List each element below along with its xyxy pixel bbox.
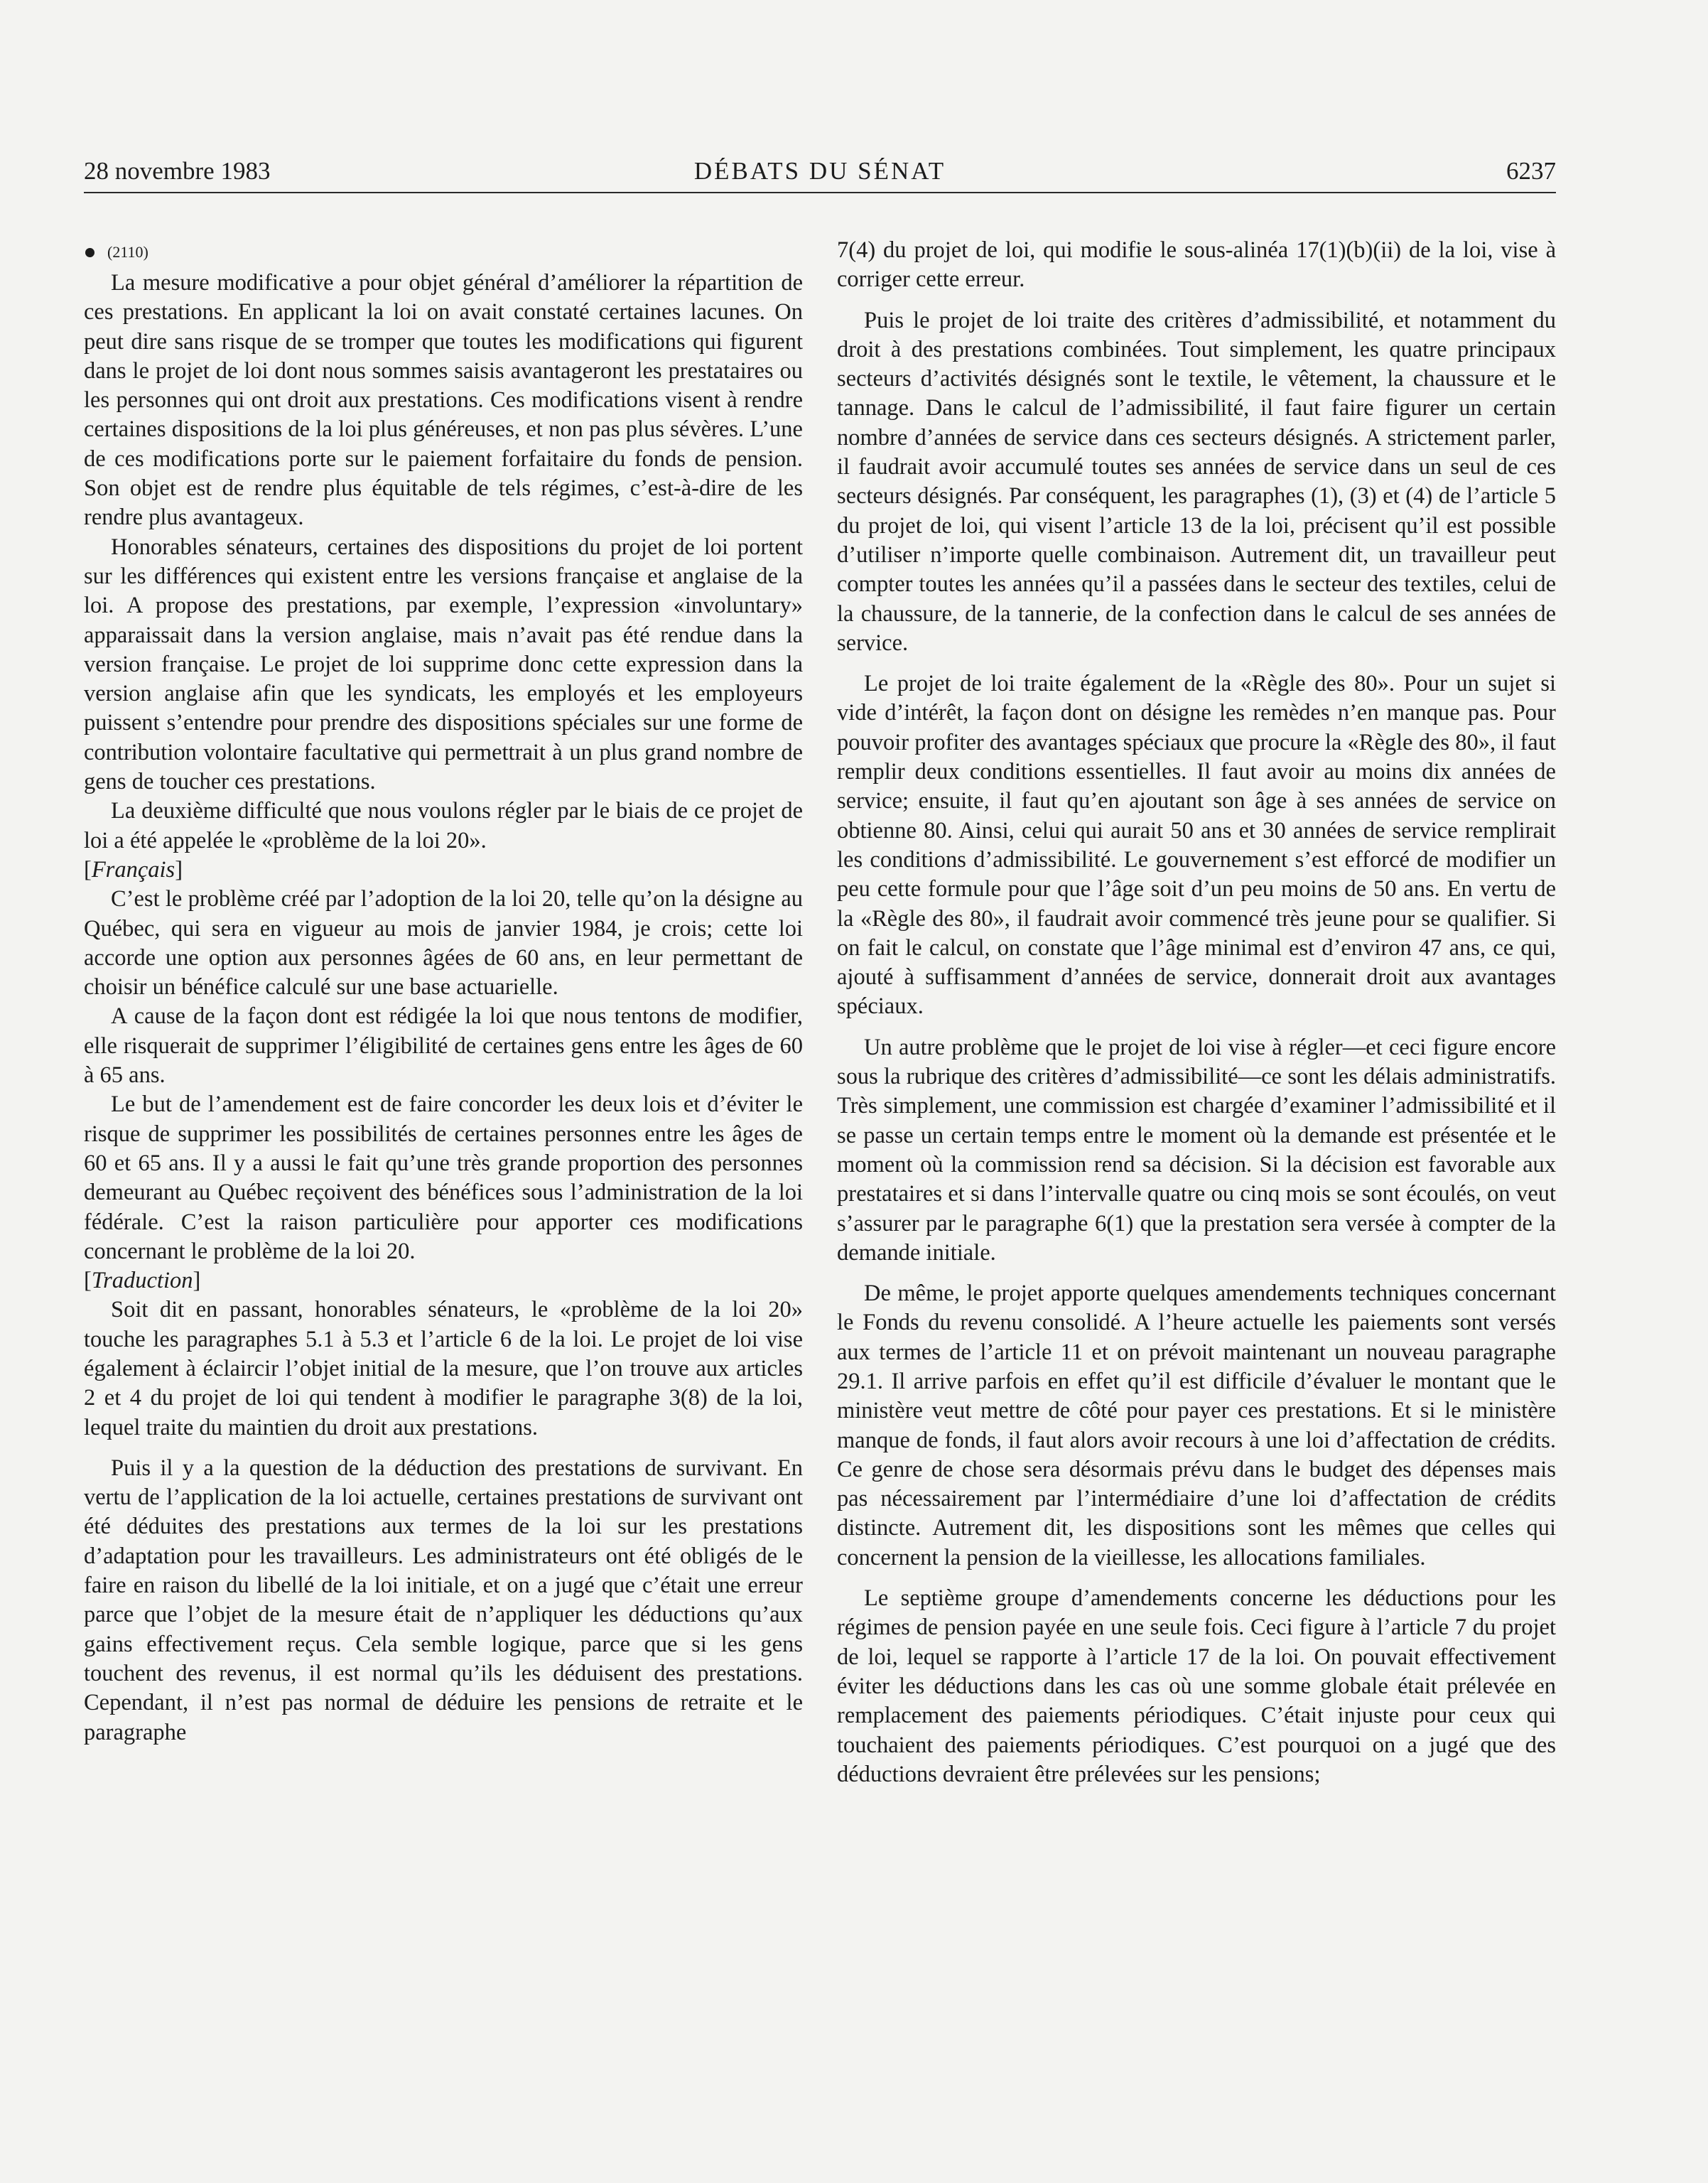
right-column [837,236,1556,1789]
language-marker: [Traduction] [84,1268,201,1294]
time-marker-text: (2110) [107,243,148,261]
page-number: 6237 [1506,157,1556,185]
paragraph: Un autre problème que le projet de loi vise à régler—et ceci figure encore sous la rubrique des critères d’admissibilité—ce sont les délais administratifs. Très simplement, une commission est chargée d’examiner l’admissibilité et il se passe un certain temps entre le moment où la demande est présentée et le moment où la commission rend sa décision. Si la décision est favorable aux prestataires et si dans l’intervalle quatre ou cinq mois se sont écoulés, on veut s’assurer par le paragraphe 6(1) que la prestation sera versée à compter de la demande initiale. [837,1034,1556,1266]
paragraph: Le but de l’amendement est de faire concorder les deux lois et d’éviter le risque de supprimer les possibilités de certaines personnes entre les âges de 60 et 65 ans. Il y a aussi le fait qu’une très grande proportion des personnes demeurant au Québec reçoivent des bénéfices sous l’administration de la loi fédérale. C’est la raison particulière pour apporter ces modifications concernant le problème de la loi 20. [84,1092,803,1264]
paragraph: La mesure modificative a pour objet général d’améliorer la répartition de ces prestations. En applicant la loi on avait constaté certaines lacunes. On peut dire sans risque de se tromper que toutes les modifications qui figurent dans le projet de loi dont nous sommes saisis avantageront les prestataires ou les personnes qui ont droit aux prestations. Ces modifications visent à rendre certaines dispositions de la loi plus généreuses, et non pas plus sévères. L’une de ces modifications porte sur le paiement forfaitaire du fonds de pension. Son objet est de rendre plus équitable de tels régimes, c’est-à-dire de les rendre plus avantageux. [84,270,803,531]
paragraph: Puis le projet de loi traite des critères d’admissibilité, et notamment du droit à des prestations combinées. Tout simplement, les quatre principaux secteurs d’activités désignés sont le textile, le vêtement, la chaussure et le tannage. Dans le calcul de l’admissibilité, il faut faire figurer un certain nombre d’années de service dans ces secteurs désignés. A strictement parler, il faudrait avoir accumulé toutes ses années de service dans un seul de ces secteurs désignés. Par conséquent, les paragraphes (1), (3) et (4) de l’article 5 du projet de loi, qui visent l’article 13 de la loi, précisent qu’il est possible d’utiliser n’importe quelle combinaison. Autrement dit, un travailleur peut compter toutes les années qu’il a passées dans le secteur des textiles, celui de la chaussure, de la tannerie, de la confection dans le calcul de ses années de service. [837,307,1556,656]
bullet-icon [85,248,94,257]
paragraph: Honorables sénateurs, certaines des dispositions du projet de loi portent sur les différences qui existent entre les versions française et anglaise de la loi. A propose des prestations, par exemple, l’expression «involuntary» apparaissait dans la version anglaise, mais n’avait pas été rendue dans la version française. Le projet de loi supprime donc cette expression dans la version anglaise afin que les syndicats, les employés et les employeurs puissent s’entendre pour prendre des dispositions spéciales sur une forme de contribution volontaire facultative qui permettrait à un plus grand nombre de gens de toucher ces prestations. [84,534,803,795]
paragraph: De même, le projet apporte quelques amendements techniques concernant le Fonds du revenu consolidé. A l’heure actuelle les paiements sont versés aux termes de l’article 11 et on prévoit maintenant un nouveau paragraphe 29.1. Il arrive parfois en effet qu’il est difficile d’évaluer le montant que le ministère veut mettre de côté pour payer ces prestations. Et si le ministère manque de fonds, il faut alors avoir recours à une loi d’affectation de crédits. Ce genre de chose sera désormais prévu dans le budget des dépenses mais pas nécessairement par l’intermédiaire d’une loi d’affectation de crédits distincte. Autrement dit, les dispositions sont les mêmes que celles qui concernent la pension de la vieillesse, les allocations familiales. [837,1281,1556,1570]
language-marker: [Français] [84,856,183,883]
language-marker-text: Traduction [91,1268,193,1294]
paragraph: Puis il y a la question de la déduction des prestations de survivant. En vertu de l’application de la loi actuelle, certaines prestations de survivant ont été déduites des prestations aux termes de la loi sur les prestations d’adaptation pour les travailleurs. Les administrateurs ont été obligés de le faire en raison du libellé de la loi initiale, et on a jugé que c’était une erreur parce que l’objet de la mesure était de n’appliquer les déductions qu’aux gains effectivement reçus. Cela semble logique, parce que si les gens touchent des revenus, il est normal qu’ils les déduisent des prestations. Cependant, il n’est pas normal de déduire les pensions de retraite et le paragraphe [84,1455,803,1745]
paragraph: Le projet de loi traite également de la «Règle des 80». Pour un sujet si vide d’intérêt, la façon dont on désigne les remèdes n’en manque pas. Pour pouvoir profiter des avantages spéciaux que procure la «Règle des 80», il faut remplir deux conditions essentielles. Il faut avoir au moins dix années de service; ensuite, il faut qu’en ajoutant son âge à ses années de service on obtienne 80. Ainsi, celui qui aurait 50 ans et 30 années de service remplirait les conditions d’admissibilité. Le gouvernement s’est efforcé de modifier un peu cette formule pour que l’âge soit d’un peu moins de 50 ans. En vertu de la «Règle des 80», il faudrait avoir commencé très jeune pour se qualifier. Si on fait le calcul, on constate que l’âge minimal est d’environ 47 ans, ce qui, ajouté à suffisamment d’années de service, donnerait droit aux avantages spéciaux. [837,671,1556,1020]
paragraph: 7(4) du projet de loi, qui modifie le sous-alinéa 17(1)(b)(ii) de la loi, vise à corriger cette erreur. [837,237,1556,293]
paragraph: La deuxième difficulté que nous voulons régler par le biais de ce projet de loi a été appelée le «problème de la loi 20». [84,798,803,853]
paragraph: A cause de la façon dont est rédigée la loi que nous tentons de modifier, elle risquerait de supprimer l’éligibilité de certaines gens entre les âges de 60 à 65 ans. [84,1003,803,1089]
header-date: 28 novembre 1983 [84,157,271,185]
paragraph: C’est le problème créé par l’adoption de la loi 20, telle qu’on la désigne au Québec, qui sera en vigueur au mois de janvier 1984, je crois; cette loi accorde une option aux personnes âgées de 60 ans, en leur permettant de choisir un bénéfice calculé sur une base actuarielle. [84,886,803,1001]
paragraph: Le septième groupe d’amendements concerne les déductions pour les régimes de pension payée en une seule fois. Ceci figure à l’article 7 du projet de loi, lequel se rapporte à l’article 17 de la loi. On pouvait effectivement éviter les déductions dans les cas où une somme globale était prélevée en remplacement des paiements périodiques. C’était injuste pour ceux qui touchaient des paiements périodiques. C’est pourquoi on a jugé que des déductions devraient être prélevées sur les pensions; [837,1585,1556,1787]
header-title: DÉBATS DU SÉNAT [693,157,946,185]
page-header [84,155,1556,193]
left-column [84,236,803,1747]
time-marker [84,236,803,269]
paragraph: Soit dit en passant, honorables sénateurs, le «problème de la loi 20» touche les paragraphes 5.1 à 5.3 et l’article 6 de la loi. Le projet de loi vise également à éclaircir l’objet initial de la mesure, que l’on trouve aux articles 2 et 4 du projet de loi qui tendent à modifier le paragraphe 3(8) de la loi, lequel traite du maintien du droit aux prestations. [84,1297,803,1440]
language-marker-text: Français [91,856,175,883]
